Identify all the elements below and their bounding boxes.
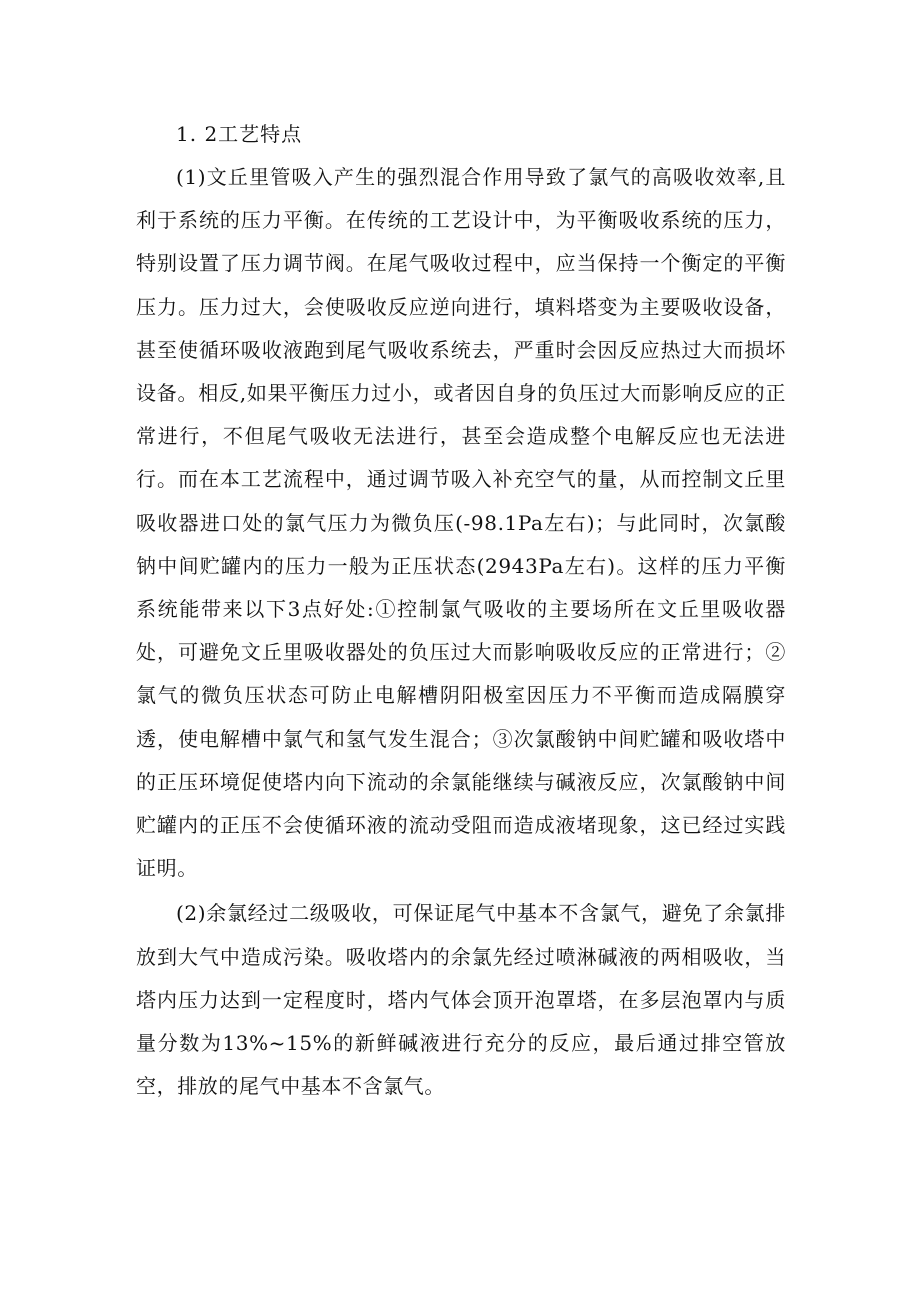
paragraph-2: (2)余氯经过二级吸收，可保证尾气中基本不含氯气，避免了余氯排放到大气中造成污染。吸收塔内的余氯先经过喷淋碱液的两相吸收，当塔内压力达到一定程度时，塔内气体会顶开泡罩塔，在多层泡罩内与质量分数为13%~15%的新鲜碱液进行充分的反应，最后通过排空管放空，排放的尾气中基本不含氯气。: [136, 901, 786, 1099]
document-body: [136, 112, 786, 1108]
paragraph-1: (1)文丘里管吸入产生的强烈混合作用导致了氯气的高吸收效率,且利于系统的压力平衡。在传统的工艺设计中，为平衡吸收系统的压力，特别设置了压力调节阀。在尾气吸收过程中，应当保持一个衡定的平衡压力。压力过大，会使吸收反应逆向进行，填料塔变为主要吸收设备，甚至使循环吸收液跑到尾气吸收系统去，严重时会因反应热过大而损坏设备。相反,如果平衡压力过小，或者因自身的负压过大而影响反应的正常进行，不但尾气吸收无法进行，甚至会造成整个电解反应也无法进行。而在本工艺流程中，通过调节吸入补充空气的量，从而控制文丘里吸收器进口处的氯气压力为微负压(-98.1Pa左右)；与此同时，次氯酸钠中间贮罐内的压力一般为正压状态(2943Pa左右)。这样的压力平衡系统能带来以下3点好处:①控制氯气吸收的主要场所在文丘里吸收器处，可避免文丘里吸收器处的负压过大而影响吸收反应的正常进行；②氯气的微负压状态可防止电解槽阴阳极室因压力不平衡而造成隔膜穿透，使电解槽中氯气和氢气发生混合；③次氯酸钠中间贮罐和吸收塔中的正压环境促使塔内向下流动的余氯能继续与碱液反应，次氯酸钠中间贮罐内的正压不会使循环液的流动受阻而造成液堵现象，这已经过实践证明。: [136, 165, 786, 881]
section-heading: 1. 2工艺特点: [176, 122, 303, 146]
